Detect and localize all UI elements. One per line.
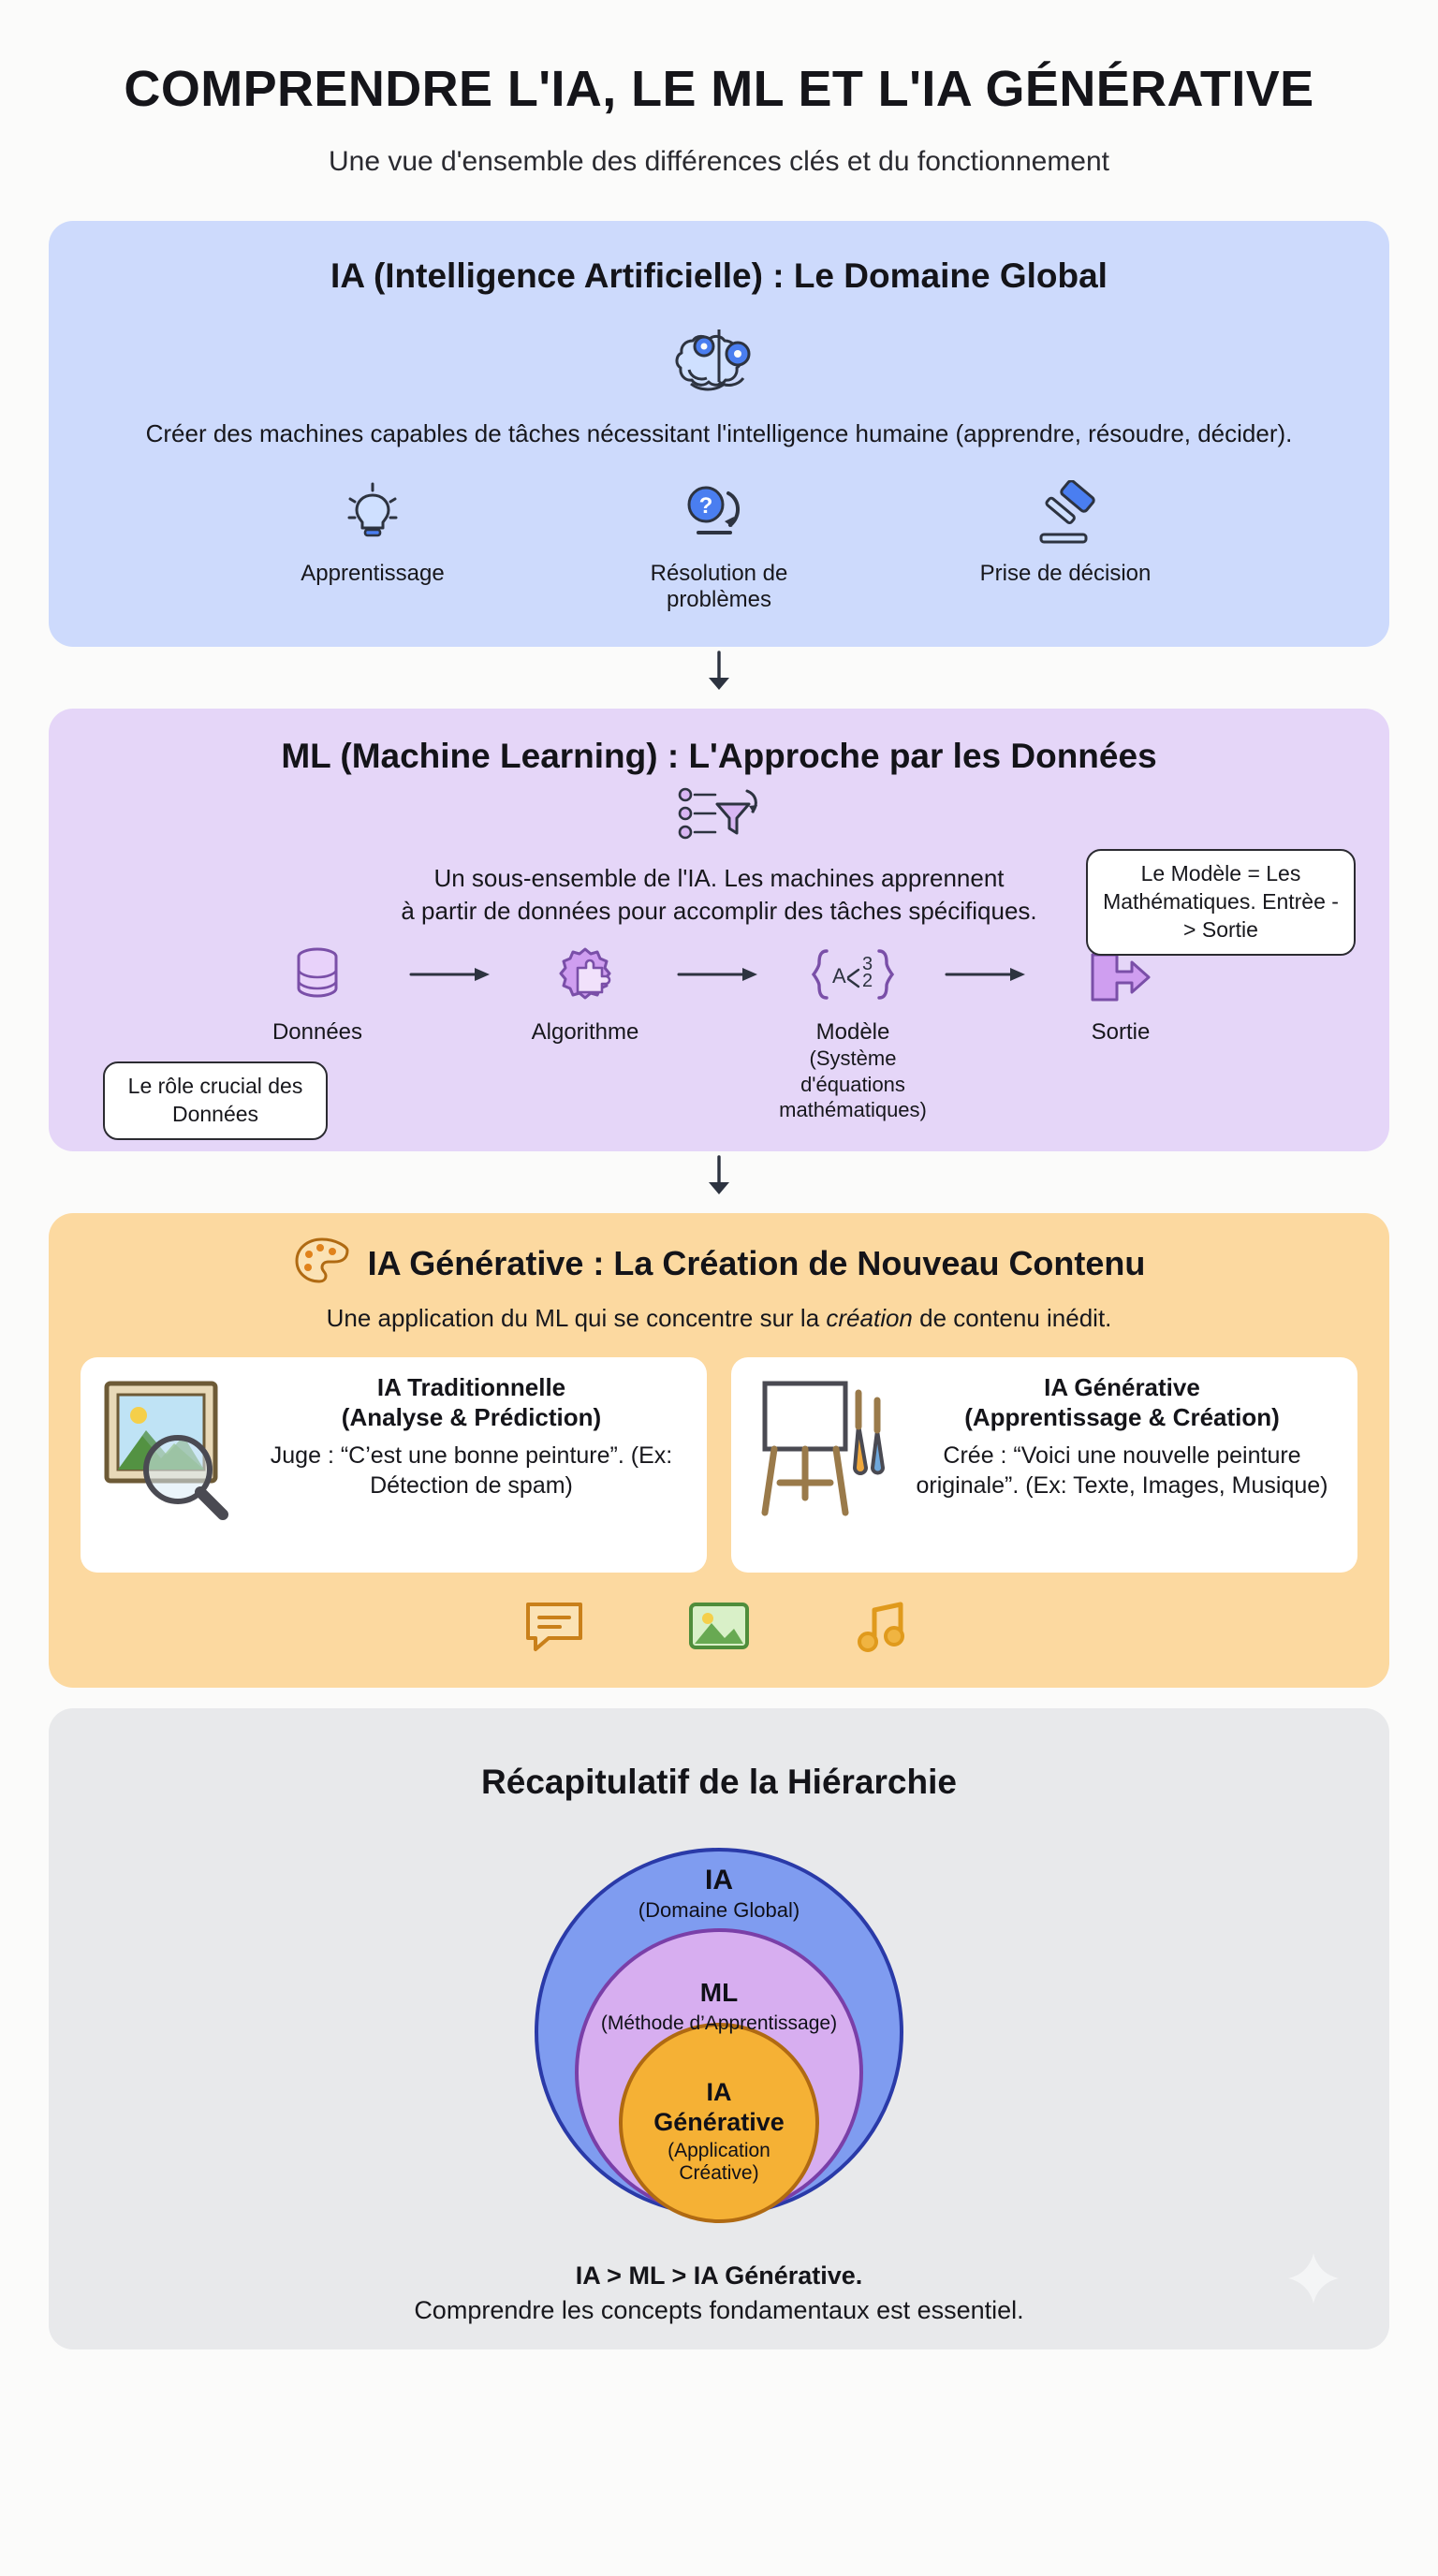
comparison-card-text (903, 1372, 1341, 1501)
image-icon (685, 1597, 753, 1660)
venn-middle-sub: (Méthode d’Apprentissage) (600, 2012, 838, 2035)
sparkle-icon (1286, 2251, 1341, 2310)
comparison-heading-line2: (Apprentissage & Création) (964, 1403, 1280, 1432)
comparison-heading-line1: IA Traditionnelle (376, 1372, 566, 1401)
pipeline-node-algorithme (496, 941, 674, 1046)
music-note-icon (850, 1597, 917, 1660)
data-funnel-icon (86, 783, 1352, 853)
section-ml (49, 709, 1389, 1151)
venn-outer-label: IA (705, 1865, 733, 1896)
ai-capability-label: Résolution de problèmes (650, 561, 788, 613)
comparison-card-traditional (81, 1357, 707, 1573)
gen-subtitle-emphasis: création (826, 1303, 913, 1332)
comparison-heading (903, 1372, 1341, 1433)
pipeline-node-label: Algorithme (531, 1019, 639, 1046)
gavel-icon (944, 478, 1187, 551)
pipeline-node-label: Sortie (1091, 1019, 1151, 1046)
section-ai (49, 221, 1389, 647)
summary-footer-line1: IA > ML > IA Générative. (575, 2261, 863, 2291)
section-generative-ai (49, 1213, 1389, 1688)
brain-gears-icon (86, 313, 1352, 402)
section-summary-title: Récapitulatif de la Hiérarchie (481, 1763, 957, 1802)
chat-bubble-icon (521, 1597, 588, 1660)
generative-output-icons (81, 1597, 1357, 1660)
venn-middle-label: ML (699, 1978, 739, 2008)
section-generative-title: IA Générative : La Création de Nouveau Contenu (367, 1244, 1146, 1283)
svg-text:3: 3 (862, 954, 873, 975)
ml-desc-line1: Un sous-ensemble de l'IA. Les machines apprennent (433, 864, 1005, 893)
ml-callout-data: Le rôle crucial des Données (103, 1061, 328, 1140)
ai-capability-label: Apprentissage (301, 561, 445, 587)
svg-text:?: ? (698, 493, 713, 520)
gen-subtitle-after: de contenu inédit. (912, 1303, 1112, 1332)
pipeline-arrow (406, 941, 496, 1008)
summary-footer (81, 2261, 1357, 2325)
section-ai-title: IA (Intelligence Artificielle) : Le Domaine Global (330, 256, 1108, 295)
comparison-heading (253, 1372, 690, 1433)
pipeline-node-label: Modèle (815, 1019, 890, 1046)
section-ml-title: ML (Machine Learning) : L'Approche par les Données (281, 737, 1157, 776)
gen-subtitle-before: Une application du ML qui se concentre sur la (326, 1303, 827, 1332)
ml-desc-line2: à partir de données pour accomplir des tâches spécifiques. (401, 897, 1037, 926)
ml-callout-model: Le Modèle = Les Mathématiques. Entrèe -> Sortie (1086, 849, 1356, 956)
pipeline-node-sortie (1032, 941, 1210, 1046)
section-generative-subtitle (81, 1304, 1357, 1333)
comparison-card-generative (731, 1357, 1357, 1573)
svg-text:A: A (832, 964, 846, 988)
page-subtitle: Une vue d'ensemble des différences clés et du fonctionnement (328, 146, 1110, 177)
database-icon (228, 941, 406, 1008)
venn-inner-sub-2: Créative) (679, 2162, 759, 2185)
svg-text:2: 2 (862, 971, 873, 992)
venn-inner-label-1: IA (706, 2078, 732, 2107)
venn-outer-sub: (Domaine Global) (638, 1898, 800, 1923)
pipeline-node-sub: (Système d'équations mathématiques) (779, 1046, 927, 1122)
easel-brushes-icon (748, 1372, 888, 1527)
comparison-body: Juge : “C’est une bonne peinture”. (Ex: Détection de spam) (270, 1442, 673, 1500)
section-summary (49, 1708, 1389, 2349)
pipeline-arrow (674, 941, 764, 1008)
section-ai-description: Créer des machines capables de tâches nécessitant l'intelligence humaine (apprendre, résoudre, décider). (145, 419, 1293, 447)
ai-capability-decision (944, 478, 1187, 613)
venn-inner-sub-1: (Application (668, 2140, 770, 2162)
framed-picture-magnifier-icon (97, 1372, 238, 1527)
comparison-heading-line2: (Analyse & Prédiction) (341, 1403, 602, 1432)
question-arrow-icon (597, 478, 841, 551)
comparison-body: Crée : “Voici une nouvelle peinture originale”. (Ex: Texte, Images, Musique) (916, 1442, 1328, 1500)
equation-braces-icon (764, 941, 942, 1008)
generative-comparison (81, 1357, 1357, 1573)
pipeline-arrow (942, 941, 1032, 1008)
ai-capability-apprentissage (251, 478, 494, 613)
comparison-card-text (253, 1372, 690, 1501)
flow-arrow-ml-to-gen (49, 1155, 1389, 1196)
gear-puzzle-icon (496, 941, 674, 1008)
ai-capability-list (86, 478, 1352, 613)
comparison-heading-line1: IA Générative (1044, 1372, 1200, 1401)
summary-footer-line2: Comprendre les concepts fondamentaux est essentiel. (414, 2296, 1024, 2325)
pipeline-node-label: Données (271, 1019, 363, 1046)
page-title: COMPRENDRE L'IA, LE ML ET L'IA GÉNÉRATIVE (124, 61, 1314, 117)
pipeline-node-modele (764, 941, 942, 1123)
ai-capability-resolution (597, 478, 841, 613)
ai-capability-label: Prise de décision (979, 561, 1152, 587)
pipeline-node-donnees (228, 941, 406, 1046)
section-generative-header (81, 1236, 1357, 1293)
palette-icon (293, 1236, 351, 1293)
hierarchy-venn-diagram (81, 1831, 1357, 2252)
lightbulb-icon (251, 478, 494, 551)
venn-inner-label-2: Générative (653, 2108, 785, 2137)
flow-arrow-ai-to-ml (49, 651, 1389, 692)
